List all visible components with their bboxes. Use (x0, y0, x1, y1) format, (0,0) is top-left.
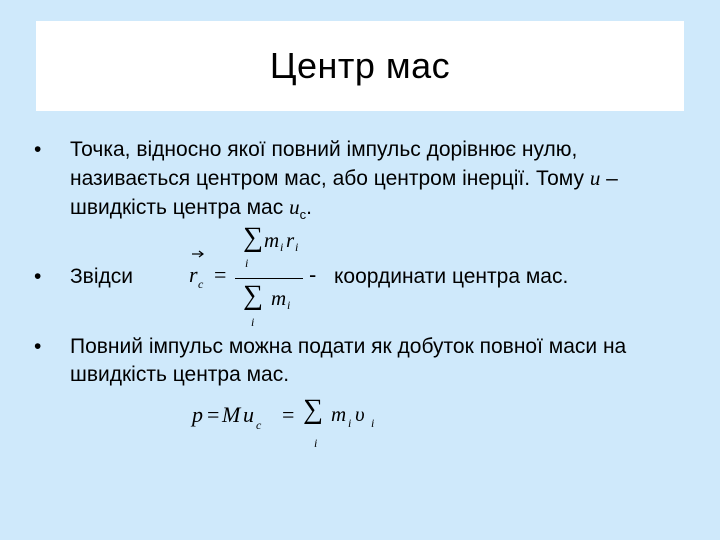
formula-dash: - (309, 262, 317, 287)
numerator-m-sub: i (280, 240, 284, 254)
bullet-1-text (70, 136, 710, 229)
bullet-dot: • (34, 138, 42, 161)
bullet-2-after-formula: координати центра мас. (334, 265, 569, 288)
bullet-3-line-2: швидкість центра мас. (70, 363, 290, 386)
period: . (306, 196, 312, 219)
momentum-v-sub: i (371, 416, 375, 430)
bullet-1-line-2-text: називається центром мас, або центром інерції. Тому (70, 167, 590, 190)
bullet-dot: • (34, 335, 42, 358)
equals-sign: = (214, 262, 227, 287)
bullet-3-line-1: Повний імпульс можна подати як добуток повної маси на (70, 335, 627, 358)
numerator-m: m (264, 228, 280, 252)
bullet-1-line-2 (70, 164, 710, 193)
bullet-1-line-1: Точка, відносно якої повний імпульс дорівнює нулю, (70, 138, 578, 161)
velocity-u-sub: c (256, 418, 262, 432)
bullet-dot: • (34, 265, 42, 288)
bullet-1-dash: – (600, 167, 618, 190)
title-box (36, 21, 684, 111)
equals-sign-2: = (282, 402, 295, 427)
velocity-u: u (243, 402, 254, 427)
bullet-1-line-3 (70, 193, 710, 229)
denominator-sum-index: i (251, 315, 255, 329)
center-of-mass-formula (185, 222, 325, 334)
momentum-v: υ (355, 402, 365, 426)
numerator-sum: ∑ (243, 222, 263, 253)
denominator-sum: ∑ (243, 280, 263, 311)
numerator-r-sub: i (295, 240, 299, 254)
numerator-sum-index: i (245, 256, 249, 270)
denominator-m-sub: i (287, 298, 291, 312)
bullet-2-label: Звідси (70, 265, 133, 288)
equals-sign-1: = (207, 402, 220, 427)
slide-title: Центр мас (269, 45, 451, 86)
momentum-formula (190, 394, 390, 458)
mass-M: M (222, 402, 241, 427)
symbol-u-c: u (289, 195, 300, 219)
momentum-p: p (192, 402, 203, 427)
bullet-1-line-3-text: швидкість центра мас (70, 196, 290, 219)
lhs-r: r (189, 262, 198, 287)
momentum-sum-index: i (314, 436, 318, 450)
fraction-bar (235, 278, 303, 279)
momentum-sum: ∑ (303, 394, 323, 425)
vector-arrow-icon (191, 250, 205, 258)
momentum-m: m (331, 402, 347, 426)
momentum-m-sub: i (348, 416, 352, 430)
symbol-u: u (589, 166, 601, 190)
bullet-3-text (70, 333, 710, 389)
denominator-m: m (271, 286, 287, 310)
numerator-r: r (286, 228, 295, 252)
lhs-sub-c: c (198, 277, 204, 291)
symbol-u-c-sub: c (299, 207, 307, 223)
